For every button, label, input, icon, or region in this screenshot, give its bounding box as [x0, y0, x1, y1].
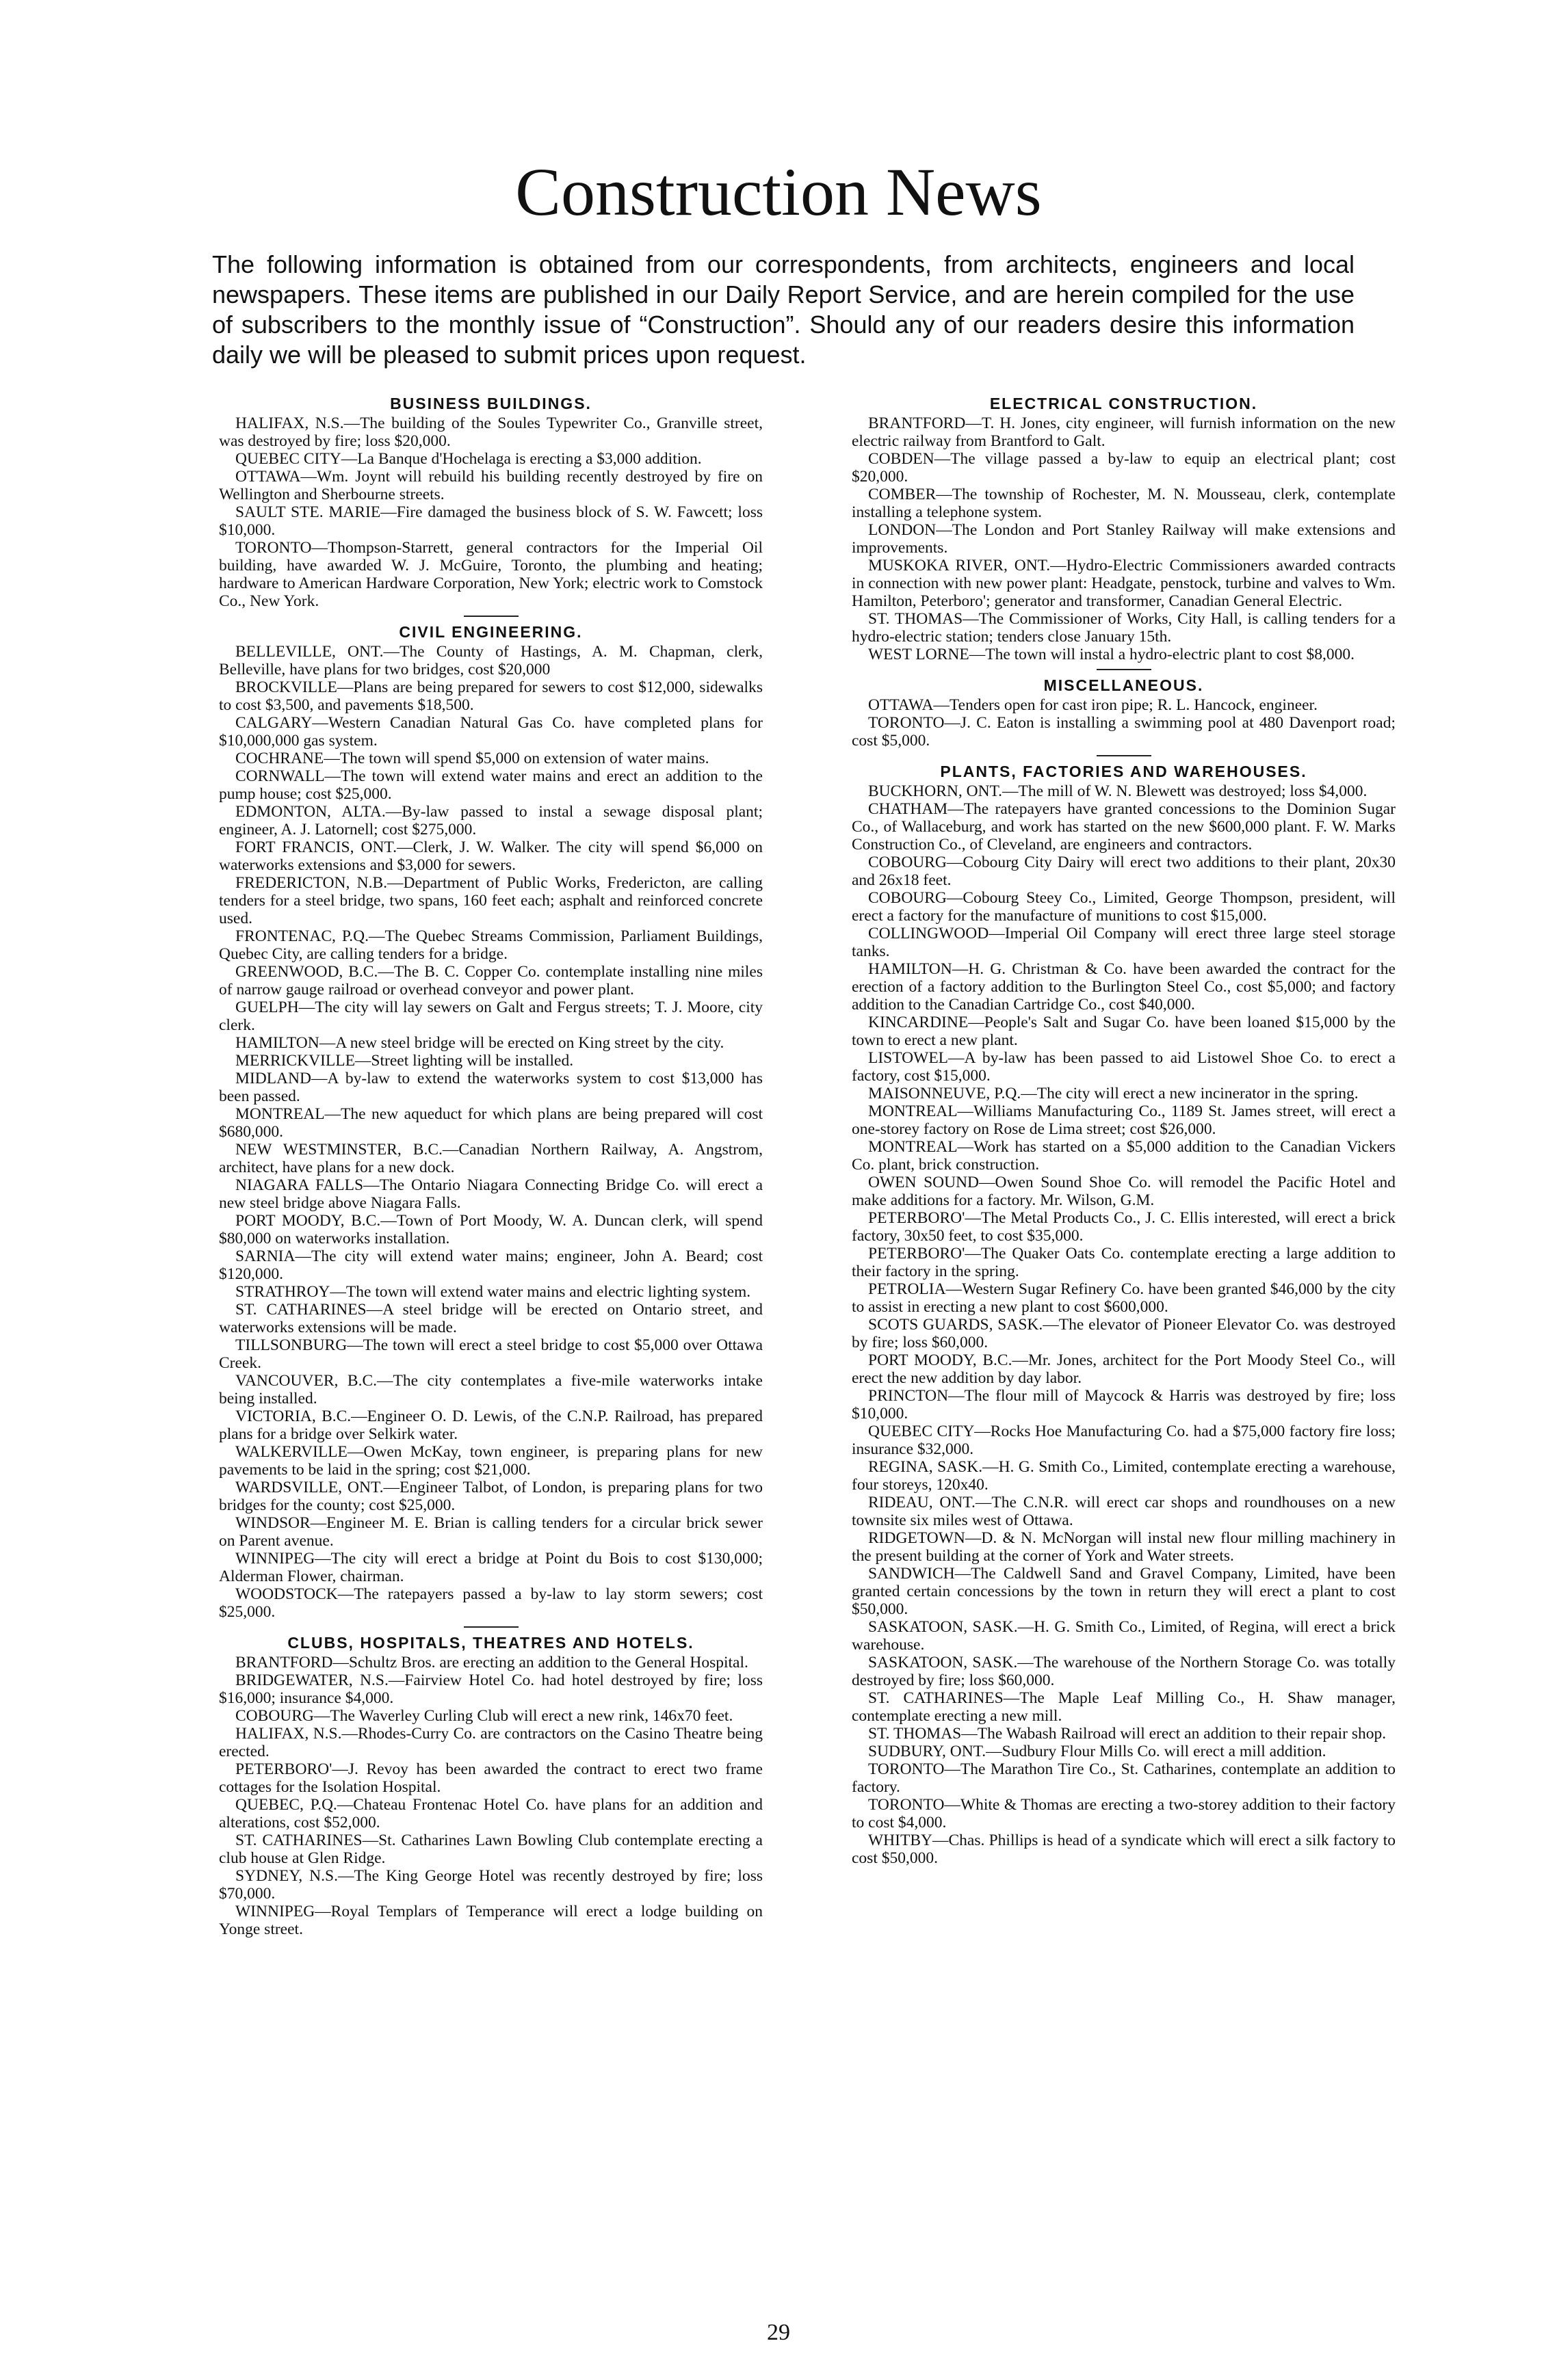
news-item: COBOURG—The Waverley Curling Club will erect a new rink, 146x70 feet. [235, 1707, 733, 1725]
news-item: FORT FRANCIS, ONT.—Clerk, J. W. Walker. The city will spend $6,000 on waterworks extensions and $3,000 for sewers. [219, 838, 763, 874]
news-item: TILLSONBURG—The town will erect a steel bridge to cost $5,000 over Ottawa Creek. [219, 1336, 763, 1372]
section-heading: BUSINESS BUILDINGS. [390, 395, 592, 412]
news-item: WINNIPEG—Royal Templars of Temperance will erect a lodge building on Yonge street. [219, 1903, 763, 1938]
news-item: SAULT STE. MARIE—Fire damaged the business block of S. W. Fawcett; loss $10,000. [219, 503, 763, 539]
news-item: OWEN SOUND—Owen Sound Shoe Co. will remodel the Pacific Hotel and make additions for a factory. Mr. Wilson, G.M. [852, 1174, 1396, 1209]
left-column [219, 391, 763, 1944]
news-item: MERRICKVILLE—Street lighting will be installed. [235, 1052, 574, 1070]
news-item: ST. CATHARINES—St. Catharines Lawn Bowling Club contemplate erecting a club house at Glen Ridge. [219, 1832, 763, 1867]
section-divider [1097, 669, 1151, 670]
news-item: PETERBORO'—The Quaker Oats Co. contemplate erecting a large addition to their factory in the spring. [852, 1245, 1396, 1280]
news-item: CHATHAM—The ratepayers have granted concessions to the Dominion Sugar Co., of Wallaceburg, and work has started on the new $600,000 plant. F. W. Marks Construction Co., of Cleveland, are engineers and contractors. [852, 800, 1396, 854]
news-item: CORNWALL—The town will extend water mains and erect an addition to the pump house; cost $25,000. [219, 767, 763, 803]
news-item: BELLEVILLE, ONT.—The County of Hastings, A. M. Chapman, clerk, Belleville, have plans for two bridges, cost $20,000 [219, 643, 763, 678]
section-heading: CLUBS, HOSPITALS, THEATRES AND HOTELS. [287, 1634, 694, 1652]
news-item: LISTOWEL—A by-law has been passed to aid Listowel Shoe Co. to erect a factory, cost $15,000. [852, 1049, 1396, 1085]
news-item: WOODSTOCK—The ratepayers passed a by-law to lay storm sewers; cost $25,000. [219, 1585, 763, 1621]
news-item: SANDWICH—The Caldwell Sand and Gravel Company, Limited, have been granted certain concessions by the town in return they will erect a plant to cost $50,000. [852, 1565, 1396, 1618]
news-item: HAMILTON—A new steel bridge will be erected on King street by the city. [235, 1034, 724, 1052]
news-item: PETROLIA—Western Sugar Refinery Co. have been granted $46,000 by the city to assist in erecting a new plant to cost $600,000. [852, 1280, 1396, 1316]
news-item: BROCKVILLE—Plans are being prepared for sewers to cost $12,000, sidewalks to cost $3,500, and pavements $18,500. [219, 678, 763, 714]
news-item: PRINCTON—The flour mill of Maycock & Harris was destroyed by fire; loss $10,000. [852, 1387, 1396, 1423]
news-item: SASKATOON, SASK.—The warehouse of the Northern Storage Co. was totally destroyed by fire; loss $60,000. [852, 1654, 1396, 1689]
news-item: TORONTO—J. C. Eaton is installing a swimming pool at 480 Davenport road; cost $5,000. [852, 714, 1396, 750]
news-item: NIAGARA FALLS—The Ontario Niagara Connecting Bridge Co. will erect a new steel bridge above Niagara Falls. [219, 1176, 763, 1212]
news-item: GREENWOOD, B.C.—The B. C. Copper Co. contemplate installing nine miles of narrow gauge railroad or overhead conveyor and power plant. [219, 963, 763, 999]
news-item: BRANTFORD—Schultz Bros. are erecting an addition to the General Hospital. [235, 1654, 748, 1671]
news-item: ST. CATHARINES—A steel bridge will be erected on Ontario street, and waterworks extensions will be made. [219, 1301, 763, 1336]
news-item: TORONTO—White & Thomas are erecting a two-storey addition to their factory to cost $4,000. [852, 1796, 1396, 1832]
section-electrical-construction [852, 394, 1396, 663]
news-item: WALKERVILLE—Owen McKay, town engineer, is preparing plans for new pavements to be laid in the spring; cost $21,000. [219, 1443, 763, 1479]
news-item: BUCKHORN, ONT.—The mill of W. N. Blewett was destroyed; loss $4,000. [868, 782, 1368, 800]
news-item: WEST LORNE—The town will instal a hydro-electric plant to cost $8,000. [868, 646, 1355, 663]
news-item: ST. CATHARINES—The Maple Leaf Milling Co., H. Shaw manager, contemplate erecting a new mill. [852, 1689, 1396, 1725]
news-item: PETERBORO'—J. Revoy has been awarded the contract to erect two frame cottages for the Isolation Hospital. [219, 1760, 763, 1796]
section-civil-engineering [219, 616, 763, 1621]
page-title: Construction News [515, 154, 1042, 230]
news-item: STRATHROY—The town will extend water mains and electric lighting system. [235, 1283, 751, 1301]
news-item: COCHRANE—The town will spend $5,000 on extension of water mains. [235, 750, 709, 767]
news-item: PORT MOODY, B.C.—Town of Port Moody, W. A. Duncan clerk, will spend $80,000 on waterworks installation. [219, 1212, 763, 1247]
news-item: COBOURG—Cobourg Steey Co., Limited, George Thompson, president, will erect a factory for the manufacture of munitions to cost $15,000. [852, 889, 1396, 925]
news-item: MONTREAL—The new aqueduct for which plans are being prepared will cost $680,000. [219, 1105, 763, 1141]
intro-paragraph: The following information is obtained from our correspondents, from architects, engineers and local newspapers. These items are published in our Daily Report Service, and are herein compiled for the use of subscribers to the monthly issue of “Construction”. Should any of our readers desire this information daily we will be pleased to submit prices upon request. [212, 250, 1355, 369]
news-item: OTTAWA—Tenders open for cast iron pipe; R. L. Hancock, engineer. [868, 696, 1318, 714]
news-item: QUEBEC CITY—Rocks Hoe Manufacturing Co. had a $75,000 factory fire loss; insurance $32,000. [852, 1423, 1396, 1458]
section-divider [1097, 755, 1151, 756]
right-column [852, 391, 1396, 1873]
news-item: MONTREAL—Work has started on a $5,000 addition to the Canadian Vickers Co. plant, brick construction. [852, 1138, 1396, 1174]
section-divider [464, 616, 519, 617]
section-heading: MISCELLANEOUS. [1043, 676, 1204, 694]
news-item: VICTORIA, B.C.—Engineer O. D. Lewis, of the C.N.P. Railroad, has prepared plans for a bridge over Selkirk water. [219, 1407, 763, 1443]
news-item: FREDERICTON, N.B.—Department of Public Works, Fredericton, are calling tenders for a steel bridge, two spans, 160 feet each; asphalt and reinforced concrete used. [219, 874, 763, 927]
section-business-buildings [219, 394, 763, 610]
news-item: COBOURG—Cobourg City Dairy will erect two additions to their plant, 20x30 and 26x18 feet. [852, 854, 1396, 889]
news-item: BRANTFORD—T. H. Jones, city engineer, will furnish information on the new electric railway from Brantford to Galt. [852, 414, 1396, 450]
news-item: RIDGETOWN—D. & N. McNorgan will instal new flour milling machinery in the present building at the corner of York and Water streets. [852, 1529, 1396, 1565]
section-divider [464, 1626, 519, 1628]
section-miscellaneous [852, 669, 1396, 750]
news-item: NEW WESTMINSTER, B.C.—Canadian Northern Railway, A. Angstrom, architect, have plans for a new dock. [219, 1141, 763, 1176]
news-item: TORONTO—The Marathon Tire Co., St. Catharines, contemplate an addition to factory. [852, 1760, 1396, 1796]
news-item: REGINA, SASK.—H. G. Smith Co., Limited, contemplate erecting a warehouse, four storeys, 120x40. [852, 1458, 1396, 1494]
section-heading: CIVIL ENGINEERING. [399, 623, 583, 641]
news-item: OTTAWA—Wm. Joynt will rebuild his building recently destroyed by fire on Wellington and Sherbourne streets. [219, 468, 763, 503]
news-item: HALIFAX, N.S.—Rhodes-Curry Co. are contractors on the Casino Theatre being erected. [219, 1725, 763, 1760]
news-item: EDMONTON, ALTA.—By-law passed to instal a sewage disposal plant; engineer, A. J. Latornell; cost $275,000. [219, 803, 763, 838]
section-clubs-hospitals-theatres-and-hotels [219, 1626, 763, 1938]
news-item: CALGARY—Western Canadian Natural Gas Co. have completed plans for $10,000,000 gas system. [219, 714, 763, 750]
news-item: WINDSOR—Engineer M. E. Brian is calling tenders for a circular brick sewer on Parent avenue. [219, 1514, 763, 1550]
news-item: PORT MOODY, B.C.—Mr. Jones, architect for the Port Moody Steel Co., will erect the new addition by day labor. [852, 1351, 1396, 1387]
news-item: COLLINGWOOD—Imperial Oil Company will erect three large steel storage tanks. [852, 925, 1396, 960]
news-item: RIDEAU, ONT.—The C.N.R. will erect car shops and roundhouses on a new townsite six miles west of Ottawa. [852, 1494, 1396, 1529]
news-item: ST. THOMAS—The Wabash Railroad will erect an addition to their repair shop. [868, 1725, 1387, 1743]
news-item: PETERBORO'—The Metal Products Co., J. C. Ellis interested, will erect a brick factory, 30x50 feet, to cost $35,000. [852, 1209, 1396, 1245]
news-item: BRIDGEWATER, N.S.—Fairview Hotel Co. had hotel destroyed by fire; loss $16,000; insurance $4,000. [219, 1671, 763, 1707]
news-item: QUEBEC CITY—La Banque d'Hochelaga is erecting a $3,000 addition. [235, 450, 702, 468]
news-item: KINCARDINE—People's Salt and Sugar Co. have been loaned $15,000 by the town to erect a new plant. [852, 1014, 1396, 1049]
news-item: SCOTS GUARDS, SASK.—The elevator of Pioneer Elevator Co. was destroyed by fire; loss $60,000. [852, 1316, 1396, 1351]
news-item: QUEBEC, P.Q.—Chateau Frontenac Hotel Co. have plans for an addition and alterations, cost $52,000. [219, 1796, 763, 1832]
news-item: WARDSVILLE, ONT.—Engineer Talbot, of London, is preparing plans for two bridges for the county; cost $25,000. [219, 1479, 763, 1514]
news-item: COMBER—The township of Rochester, M. N. Mousseau, clerk, contemplate installing a telephone system. [852, 486, 1396, 521]
news-item: COBDEN—The village passed a by-law to equip an electrical plant; cost $20,000. [852, 450, 1396, 486]
news-item: SYDNEY, N.S.—The King George Hotel was recently destroyed by fire; loss $70,000. [219, 1867, 763, 1903]
news-item: SUDBURY, ONT.—Sudbury Flour Mills Co. will erect a mill addition. [868, 1743, 1326, 1760]
news-item: MUSKOKA RIVER, ONT.—Hydro-Electric Commissioners awarded contracts in connection with new power plant: Headgate, penstock, turbine and valves to Wm. Hamilton, Peterboro'; generator and transformer, Canadian General Electric. [852, 557, 1396, 610]
page-number: 29 [767, 2320, 790, 2345]
section-plants-factories-and-warehouses [852, 755, 1396, 1867]
news-item: HALIFAX, N.S.—The building of the Soules Typewriter Co., Granville street, was destroyed by fire; loss $20,000. [219, 414, 763, 450]
news-item: ST. THOMAS—The Commissioner of Works, City Hall, is calling tenders for a hydro-electric station; tenders close January 15th. [852, 610, 1396, 646]
news-item: WINNIPEG—The city will erect a bridge at Point du Bois to cost $130,000; Alderman Flower, chairman. [219, 1550, 763, 1585]
news-item: SASKATOON, SASK.—H. G. Smith Co., Limited, of Regina, will erect a brick warehouse. [852, 1618, 1396, 1654]
news-item: SARNIA—The city will extend water mains; engineer, John A. Beard; cost $120,000. [219, 1247, 763, 1283]
news-item: WHITBY—Chas. Phillips is head of a syndicate which will erect a silk factory to cost $50,000. [852, 1832, 1396, 1867]
news-item: MIDLAND—A by-law to extend the waterworks system to cost $13,000 has been passed. [219, 1070, 763, 1105]
news-item: MAISONNEUVE, P.Q.—The city will erect a new incinerator in the spring. [868, 1085, 1359, 1102]
news-item: LONDON—The London and Port Stanley Railway will make extensions and improvements. [852, 521, 1396, 557]
news-item: FRONTENAC, P.Q.—The Quebec Streams Commission, Parliament Buildings, Quebec City, are calling tenders for a bridge. [219, 927, 763, 963]
news-item: MONTREAL—Williams Manufacturing Co., 1189 St. James street, will erect a one-storey factory on Rose de Lima street; cost $26,000. [852, 1102, 1396, 1138]
news-item: TORONTO—Thompson-Starrett, general contractors for the Imperial Oil building, have awarded W. J. McGuire, Toronto, the plumbing and heating; hardware to American Hardware Corporation, New York; electric work to Comstock Co., New York. [219, 539, 763, 610]
news-item: VANCOUVER, B.C.—The city contemplates a five-mile waterworks intake being installed. [219, 1372, 763, 1407]
news-item: HAMILTON—H. G. Christman & Co. have been awarded the contract for the erection of a factory addition to the Burlington Steel Co., cost $5,000; and factory addition to the Canadian Cartridge Co., cost $40,000. [852, 960, 1396, 1014]
news-item: GUELPH—The city will lay sewers on Galt and Fergus streets; T. J. Moore, city clerk. [219, 999, 763, 1034]
section-heading: PLANTS, FACTORIES AND WAREHOUSES. [940, 763, 1307, 780]
section-heading: ELECTRICAL CONSTRUCTION. [989, 395, 1258, 412]
